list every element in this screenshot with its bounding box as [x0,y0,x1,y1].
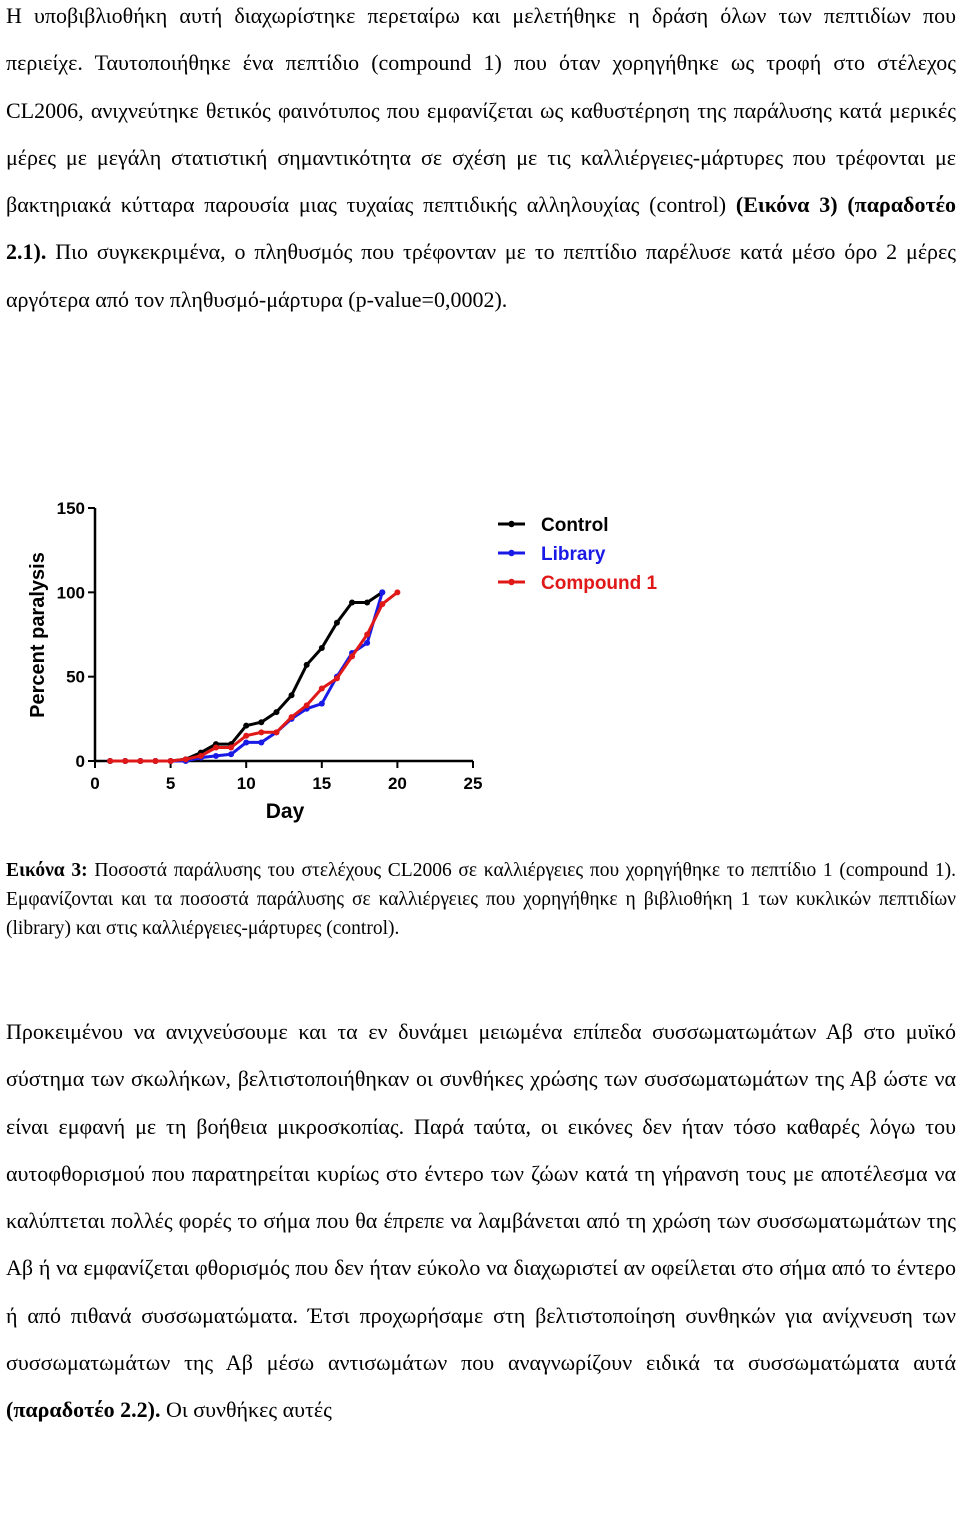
caption-label: Εικόνα 3: [6,860,88,881]
chart-ticks [57,499,483,793]
data-point [258,719,264,725]
data-point [183,756,189,762]
legend-marker [508,579,514,585]
data-point [379,589,385,595]
data-point [379,601,385,607]
legend-marker [508,550,514,556]
chart-legend [498,515,658,594]
data-point [122,758,128,764]
paragraph-2-text-b: Οι συνθήκες αυτές [160,1397,332,1423]
x-axis-label: Day [265,800,305,823]
y-tick-label: 150 [56,499,85,518]
data-point [258,739,264,745]
data-point [258,729,264,735]
data-point [152,758,158,764]
data-point [319,701,325,707]
legend-label: Control [541,515,609,536]
data-point [334,675,340,681]
data-point [304,662,310,668]
paralysis-chart [10,490,690,830]
data-point [273,709,279,715]
figure-caption [6,856,956,943]
data-point [289,692,295,698]
paragraph-2 [6,1008,956,1434]
data-point [228,751,234,757]
data-point [243,723,249,729]
data-point [364,640,370,646]
data-point [243,739,249,745]
x-tick-label: 5 [165,774,176,793]
data-point [289,714,295,720]
data-point [319,685,325,691]
data-point [107,758,113,764]
caption-text: Ποσοστά παράλυσης του στελέχους CL2006 σε καλλιέργειες που χορηγήθηκε το πεπτίδιο 1 (compound 1). Εμφανίζονται και τα ποσοστά παράλυσης σε καλλιέργειες που χορηγήθηκε η βιβλιοθήκη 1 των κυκλικών πεπτιδίων (library) και στις καλλιέργειες-μάρτυρες (control). [6,860,957,939]
data-point [334,620,340,626]
x-tick-label: 20 [387,774,407,793]
paragraph-1-text-a: Η υποβιβλιοθήκη αυτή διαχωρίστηκε περεταίρω και μελετήθηκε η δράση όλων των πεπτιδίων που περιείχε. Ταυτοποιήθηκε ένα πεπτίδιο (compound 1) που όταν χορηγήθηκε ως τροφή στο στέλεχος CL2006, ανιχνεύτηκε θετικός φαινότυπος που εμφανίζεται ως καθυστέρηση της παράλυσης κατά μερικές μέρες με μεγάλη στατιστική σημαντικότητα σε σχέση με τις καλλιέργειες-μάρτυρες που τρέφονται με βακτηριακά κύτταρα παρουσία μιας τυχαίας πεπτιδικής αλληλουχίας (control) [6,3,956,218]
data-point [304,702,310,708]
paragraph-1-text-b: Πιο συγκεκριμένα, ο πληθυσμός που τρέφονταν με το πεπτίδιο παρέλυσε κατά μέσο όρο 2 μέρες αργότερα από τον πληθυσμό-μάρτυρα (p-value=0,0002). [6,239,956,312]
y-tick-label: 50 [66,667,85,687]
x-tick-label: 10 [236,774,256,793]
data-point [137,758,143,764]
paragraph-2-bold-ref: (παραδοτέο 2.2). [6,1397,161,1423]
x-tick-label: 0 [90,774,100,793]
data-point [349,653,355,659]
paragraph-1-bold-ref: (Εικόνα 3) (παραδοτέο 2.1). [6,192,956,265]
y-tick-label: 0 [75,752,85,771]
data-point [364,632,370,638]
data-point [243,733,249,739]
paragraph-2-text-a: Προκειμένου να ανιχνεύσουμε και τα εν δυνάμει μειωμένα επίπεδα συσσωματωμάτων Αβ στο μυϊκό σύστημα των σκωλήκων, βελτιστοποιήθηκαν οι συνθήκες χρώσης των συσσωματωμάτων της Αβ ώστε να είναι εμφανή με τη βοήθεια μικροσκοπίας. Παρά ταύτα, οι εικόνες δεν ήταν τόσο καθαρές λόγω του αυτοφθορισμού που παρατηρείται κυρίως στο έντερο των ζώων κατά τη γήρανση τους με αποτέλεσμα να καλύπτεται πολλές φορές το σήμα που θα έπρεπε να λαμβάνεται από τη χρώση των συσσωματωμάτων της Αβ ή να εμφανίζεται φθορισμός που δεν ήταν εύκολο να διαχωριστεί αν οφείλεται στο σήμα από το έντερο ή από πιθανά συσσωματώματα. Έτσι προχωρήσαμε στη βελτιστοποίηση συνθηκών για ανίχνευση των συσσωματωμάτων της Αβ μέσω αντισωμάτων που αναγνωρίζουν ειδικά τα συσσωματώματα αυτά [6,1019,956,1376]
x-tick-label: 15 [312,774,332,793]
data-point [319,645,325,651]
data-point [213,745,219,751]
legend-label: Library [541,544,606,565]
x-tick-label: 25 [463,774,483,793]
paragraph-1 [6,0,956,323]
legend-label: Compound 1 [541,573,658,594]
series-line-2 [110,592,397,761]
legend-marker [508,521,514,527]
y-axis-label: Percent paralysis [27,552,49,718]
data-point [213,753,219,759]
y-tick-label: 100 [56,583,85,603]
chart-series [107,589,400,764]
data-point [273,729,279,735]
data-point [168,758,174,764]
data-point [364,599,370,605]
data-point [394,589,400,595]
data-point [198,753,204,759]
data-point [349,599,355,605]
data-point [228,745,234,751]
